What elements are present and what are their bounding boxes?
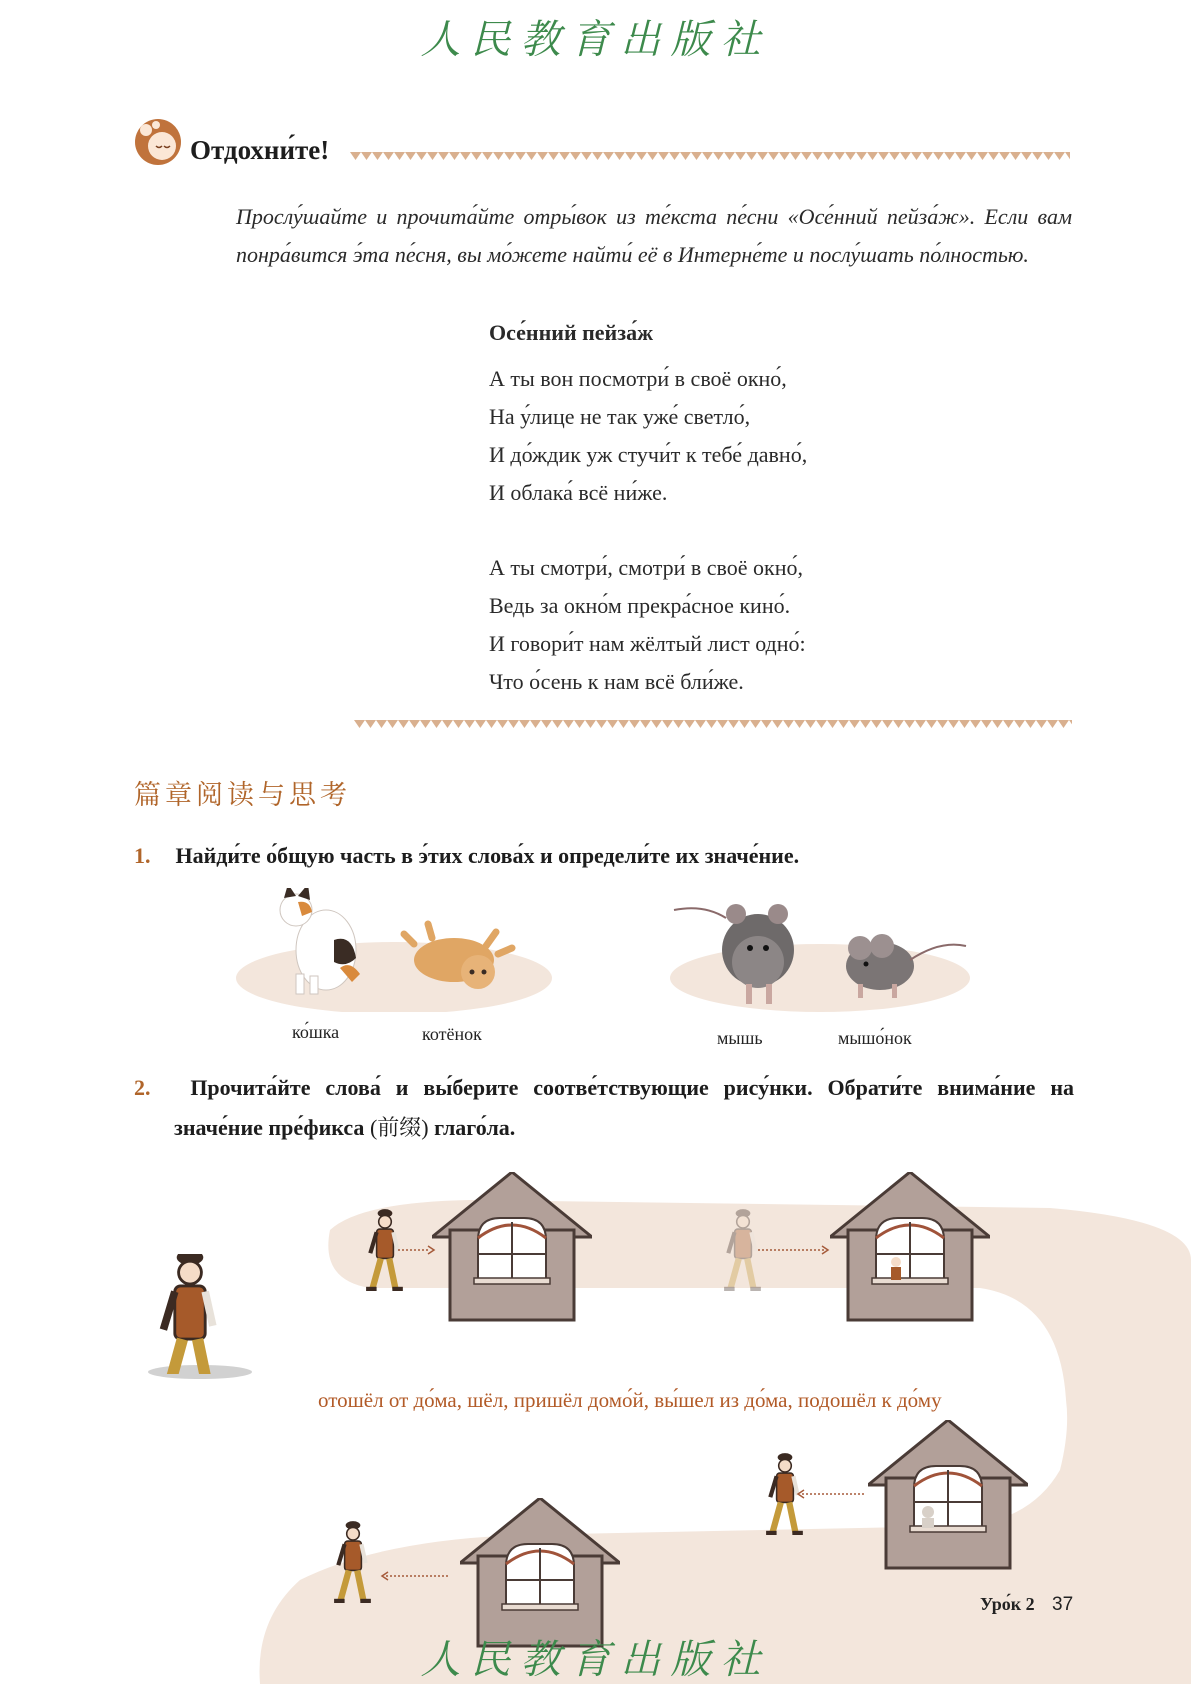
verb-list: отошёл от до́ма, шёл, пришёл домо́й, вы́шел из до́ма, подошёл к до́му	[318, 1388, 942, 1412]
lesson-label: Уро́к 2	[980, 1594, 1035, 1614]
zigzag-divider-bottom	[354, 718, 1072, 730]
task-1	[134, 836, 1084, 876]
caption-myshonok: мышо́нок	[838, 1028, 912, 1048]
publisher-header: 人民教育出版社	[420, 17, 771, 63]
house-4-icon	[460, 1498, 620, 1648]
walking-boy-large-icon	[152, 1254, 232, 1374]
publisher-footer: 人民教育出版社	[420, 1637, 771, 1683]
house-3-icon	[868, 1420, 1028, 1570]
rest-section-title: Отдохни́те!	[190, 135, 330, 165]
rest-intro-paragraph: Прослу́шайте и прочита́йте отры́вок из те́кста пе́сни «Осе́нний пейза́ж». Если вам понра́вится э́та пе́сня, вы мо́жете найти́ её в Интерне́те и послу́шать по́лностью.	[236, 204, 1072, 267]
arrow-right-icon	[758, 1244, 832, 1256]
zigzag-divider-top	[350, 150, 1070, 162]
poem-line: Ведь за окно́м прекра́сное кино́.	[489, 593, 791, 618]
task-2-text-chinese: (前缀)	[364, 1115, 435, 1140]
poem-line: На у́лице не так уже́ светло́,	[489, 404, 751, 429]
caption-mysh: мышь	[717, 1028, 763, 1048]
cat-kitten-illustration	[236, 888, 552, 1012]
poem-line: А ты смотри́, смотри́ в своё окно́,	[489, 555, 804, 580]
task-2-number: 2.	[134, 1075, 151, 1100]
mouse-mouseling-illustration	[670, 900, 970, 1012]
poem-line: И до́ждик уж стучи́т к тебе́ давно́,	[489, 442, 808, 467]
poem-line: А ты вон посмотри́ в своё окно́,	[489, 366, 787, 391]
reading-section-heading: 篇章阅读与思考	[134, 780, 351, 811]
task-1-number: 1.	[134, 843, 151, 868]
poem-line: И облака́ всё ни́же.	[489, 480, 668, 505]
house-1-icon	[432, 1172, 592, 1322]
task-1-text: Найди́те о́бщую часть в э́тих слова́х и определи́те их значе́ние.	[175, 843, 800, 868]
task-2-text-line2b: глаго́ла.	[434, 1115, 516, 1140]
poem	[489, 320, 807, 701]
task-2-text-line1: Прочита́йте слова́ и вы́берите соотве́тствующие рису́нки. Обрати́те внима́ние на	[190, 1075, 1074, 1100]
task-2-text-line2a: значе́ние пре́фикса	[174, 1115, 365, 1140]
poem-title: Осе́нний пейза́ж	[489, 320, 654, 345]
task-2	[134, 1068, 1074, 1148]
smiley-face-icon	[134, 118, 182, 166]
poem-line: И говори́т нам жёлтый лист одно́:	[489, 631, 806, 656]
page-number: 37	[1052, 1594, 1074, 1615]
caption-kotyonok: котёнок	[422, 1024, 482, 1044]
poem-line: Что о́сень к нам всё бли́же.	[489, 669, 744, 694]
arrow-left-icon	[380, 1570, 452, 1582]
house-2-icon	[830, 1172, 990, 1322]
arrow-right-icon	[398, 1244, 438, 1256]
caption-koshka: ко́шка	[292, 1022, 340, 1042]
arrow-left-icon	[796, 1488, 868, 1500]
walking-boy-3-icon	[328, 1518, 378, 1608]
